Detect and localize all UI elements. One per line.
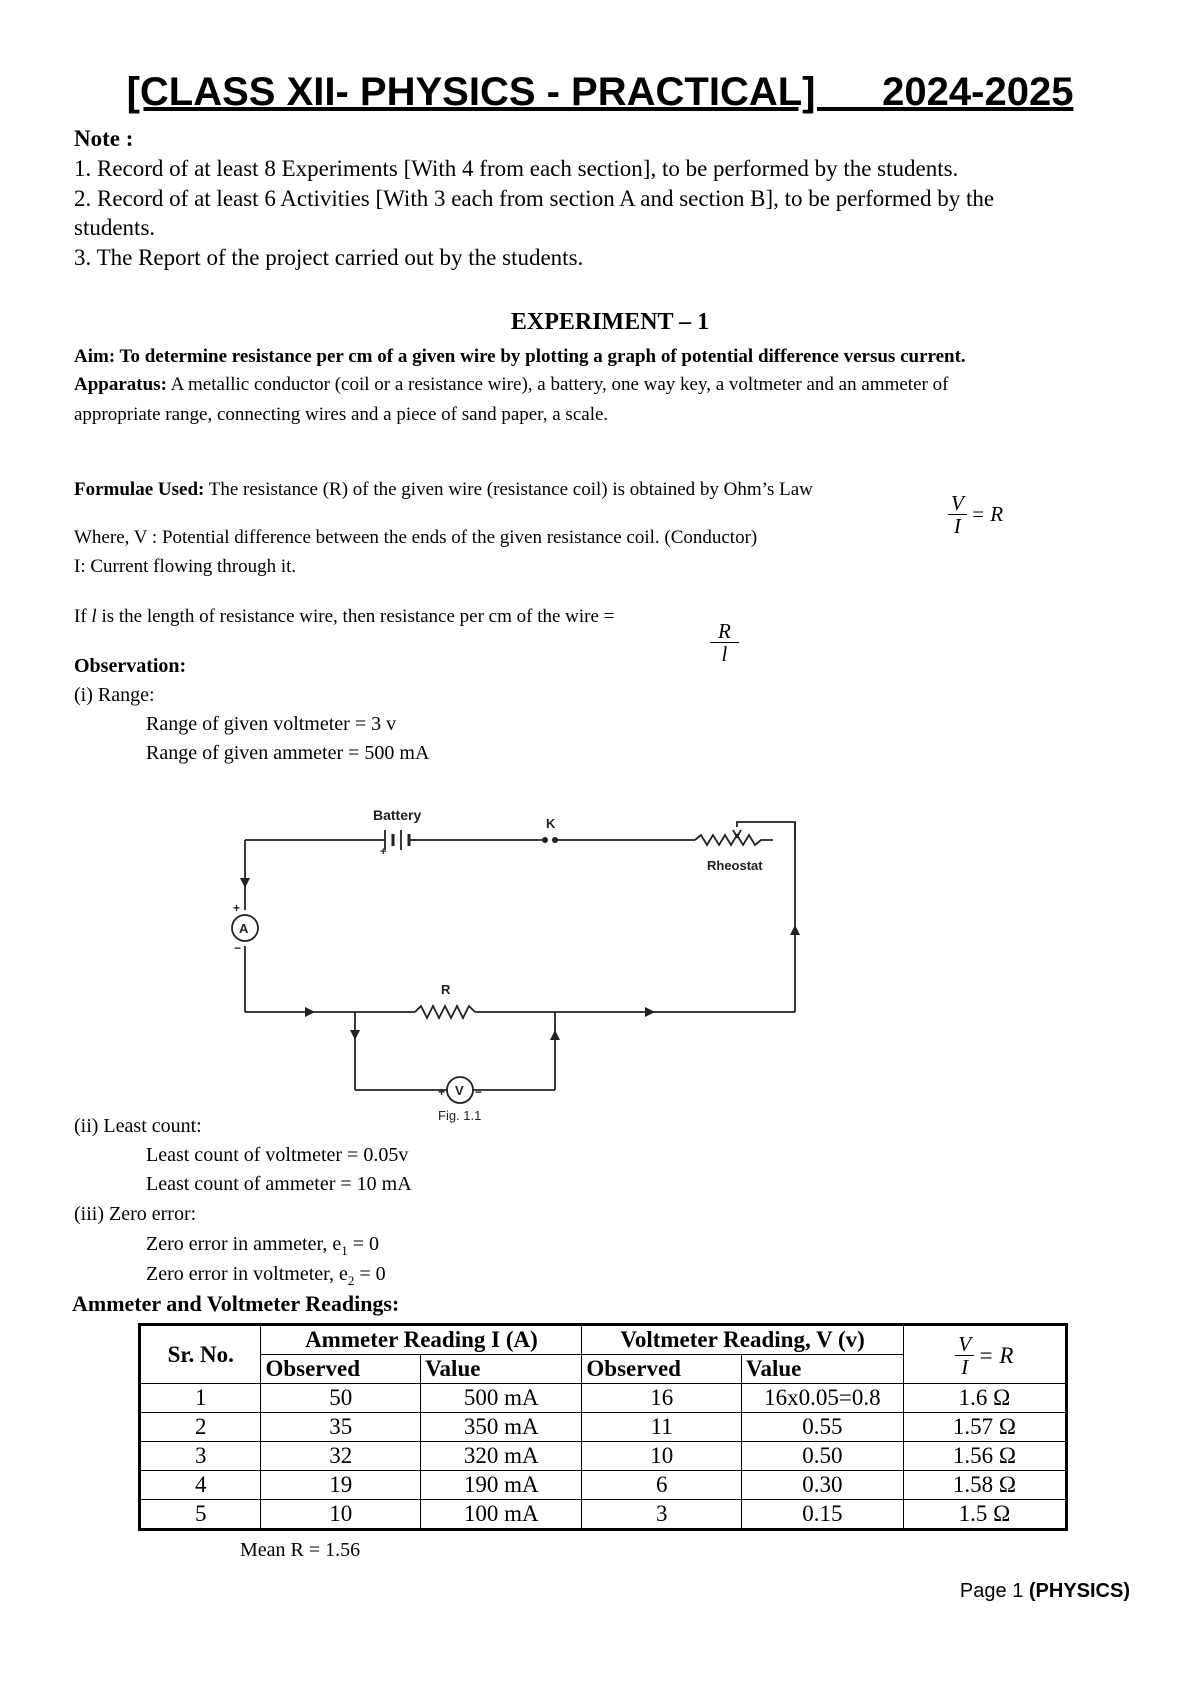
- voltmeter-minus: −: [475, 1085, 483, 1099]
- where-v: Where, V : Potential difference between the ends of the given resistance coil. (Conductor): [74, 527, 758, 548]
- formula-denominator: I: [953, 514, 961, 538]
- ammeter-symbol: A: [239, 921, 249, 936]
- page-subject: (PHYSICS): [1028, 1580, 1130, 1602]
- readings-table: [138, 1323, 1068, 1531]
- formulae-text: The resistance (R) of the given wire (resistance coil) is obtained by Ohm’s Law: [204, 479, 813, 500]
- circuit-diagram: [225, 800, 805, 1130]
- voltmeter-symbol: V: [455, 1083, 464, 1098]
- note-item-3: 3. The Report of the project carried out by the students.: [74, 245, 584, 270]
- table-row: 1 50 500 mA 16 16x0.05=0.8 1.6 Ω: [140, 1384, 1067, 1413]
- least-heading: (ii) Least count:: [74, 1115, 202, 1137]
- col-srno: Sr. No.: [140, 1325, 261, 1384]
- table-row: 5 10 100 mA 3 0.15 1.5 Ω: [140, 1500, 1067, 1530]
- sub-ammeter-observed: Observed: [261, 1355, 421, 1384]
- apparatus-text: A metallic conductor (coil or a resistance wire), a battery, one way key, a voltmeter and an ammeter of: [166, 374, 949, 395]
- table-row: 4 19 190 mA 6 0.30 1.58 Ω: [140, 1471, 1067, 1500]
- formulae-line: [74, 475, 813, 505]
- battery-plus: +: [380, 846, 387, 858]
- experiment-aim: Aim: To determine resistance per cm of a given wire by plotting a graph of potential difference versus current.: [74, 346, 966, 367]
- per-cm-line: If l is the length of resistance wire, then resistance per cm of the wire =: [74, 606, 615, 627]
- page-number: Page 1: [959, 1580, 1029, 1602]
- resistor-label: R: [441, 982, 451, 997]
- where-i: I: Current flowing through it.: [74, 556, 297, 577]
- least-ammeter: Least count of ammeter = 10 mA: [146, 1173, 412, 1195]
- ammeter-plus: +: [233, 901, 241, 915]
- voltmeter-plus: +: [438, 1085, 446, 1099]
- experiment-heading: EXPERIMENT – 1: [510, 309, 710, 335]
- observation-heading: Observation:: [74, 655, 187, 677]
- readings-heading: Ammeter and Voltmeter Readings:: [72, 1291, 400, 1316]
- note-item-1: 1. Record of at least 8 Experiments [With 4 from each section], to be performed by the students.: [74, 156, 959, 181]
- formulae-label: Formulae Used:: [74, 479, 205, 500]
- page-title: [CLASS XII- PHYSICS - PRACTICAL] 2024-2025: [126, 70, 1074, 114]
- formula-numerator: V: [948, 492, 967, 515]
- range-voltmeter: Range of given voltmeter = 3 v: [146, 713, 397, 735]
- zero-voltmeter: Zero error in voltmeter, $e_2 = 0$: [146, 1263, 386, 1288]
- per-cm-denominator: l: [721, 642, 728, 666]
- apparatus-label: Apparatus:: [74, 374, 167, 395]
- formula-rhs: = R: [970, 502, 1004, 526]
- sub-voltmeter-observed: Observed: [582, 1355, 742, 1384]
- figure-caption: Fig. 1.1: [438, 1108, 482, 1123]
- rheostat-label: Rheostat: [707, 858, 763, 873]
- apparatus-line-1: [74, 370, 948, 400]
- ohms-law-formula: [948, 492, 1003, 537]
- page-footer: [960, 1580, 1130, 1603]
- ammeter-minus: −: [234, 941, 242, 955]
- col-ratio: $\frac{V}{I}$ = R: [903, 1325, 1066, 1384]
- mean-resistance: Mean R = 1.56: [240, 1539, 361, 1561]
- per-cm-numerator: R: [710, 620, 739, 643]
- sub-ammeter-value: Value: [421, 1355, 582, 1384]
- zero-ammeter: Zero error in ammeter, $e_1 = 0$: [146, 1233, 379, 1258]
- key-label: K: [546, 816, 556, 831]
- table-row: 2 35 350 mA 11 0.55 1.57 Ω: [140, 1413, 1067, 1442]
- table-row: 3 32 320 mA 10 0.50 1.56 Ω: [140, 1442, 1067, 1471]
- battery-label: Battery: [373, 807, 422, 823]
- range-heading: (i) Range:: [74, 684, 155, 706]
- sub-voltmeter-value: Value: [742, 1355, 904, 1384]
- note-item-2: 2. Record of at least 6 Activities [With 3 each from section A and section B], to be performed by the: [74, 186, 995, 211]
- apparatus-line-2: appropriate range, connecting wires and a piece of sand paper, a scale.: [74, 404, 609, 425]
- range-ammeter: Range of given ammeter = 500 mA: [146, 742, 430, 764]
- zero-heading: (iii) Zero error:: [74, 1203, 197, 1225]
- note-heading: Note :: [74, 126, 134, 151]
- col-ammeter: Ammeter Reading I (A): [261, 1325, 582, 1355]
- per-cm-formula: [710, 620, 739, 665]
- note-item-2-cont: students.: [74, 215, 156, 240]
- least-voltmeter: Least count of voltmeter = 0.05v: [146, 1144, 409, 1166]
- col-voltmeter: Voltmeter Reading, V (v): [582, 1325, 903, 1355]
